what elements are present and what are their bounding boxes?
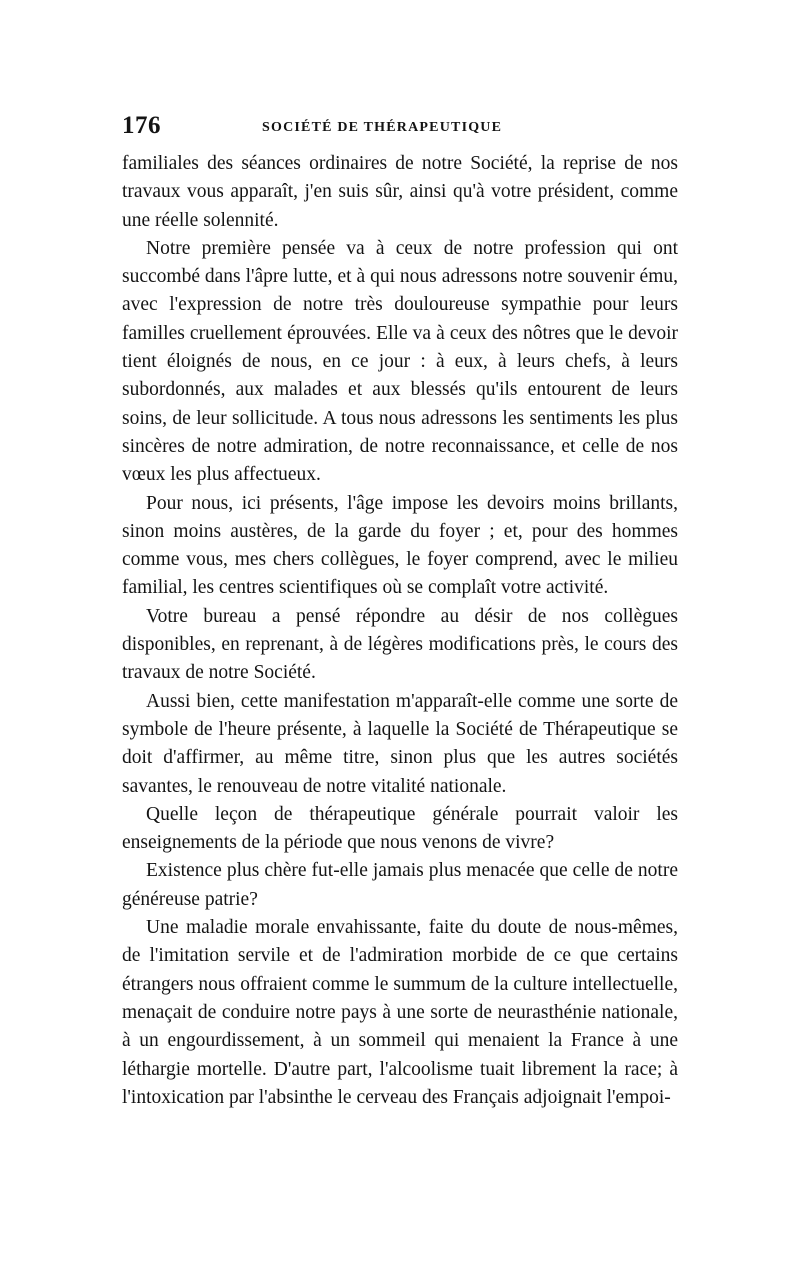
page-header bbox=[122, 112, 678, 142]
running-title: SOCIÉTÉ DE THÉRAPEUTIQUE bbox=[262, 120, 503, 135]
body-text bbox=[122, 150, 678, 1112]
page-number: 176 bbox=[122, 112, 161, 139]
paragraph: Quelle leçon de thérapeutique générale pourrait valoir les enseignements de la période que nous venons de vivre? bbox=[122, 803, 678, 854]
paragraph: Votre bureau a pensé répondre au désir de nos collègues disponibles, en reprenant, à de légères modifications près, le cours des travaux de notre Société. bbox=[122, 605, 678, 684]
paragraph: Existence plus chère fut-elle jamais plus menacée que celle de notre généreuse patrie? bbox=[122, 860, 678, 910]
paragraph: Pour nous, ici présents, l'âge impose les devoirs moins brillants, sinon moins austères, de la garde du foyer ; et, pour des hommes comme vous, mes chers collègues, le foyer comprend, avec le milieu familial, les centres scientifiques où se complaît votre activité. bbox=[122, 492, 678, 599]
paragraph: Notre première pensée va à ceux de notre profession qui ont succombé dans l'âpre lutte, et à qui nous adressons notre souvenir ému, avec l'expression de notre très douloureuse sympathie pour leurs familles cruellement éprouvées. Elle va à ceux des nôtres que le devoir tient éloignés de nous, en ce jour : à eux, à leurs chefs, à leurs subordonnés, aux malades et aux blessés qu'ils entourent de leurs soins, de leur sollicitude. A tous nous adressons les sentiments les plus sincères de notre admiration, de notre reconnaissance, et celle de nos vœux les plus affectueux. bbox=[122, 237, 678, 486]
paragraph: Une maladie morale envahissante, faite du doute de nous-mêmes, de l'imitation servile et de l'admiration morbide de ce que certains étrangers nous offraient comme le summum de la culture intellectuelle, menaçait de conduire notre pays à une sorte de neurasthénie nationale, à un engourdissement, à un sommeil qui menaient la France à une léthargie mortelle. D'autre part, l'alcoolisme tuait librement la race; à l'intoxication par l'absinthe le cerveau des Français adjoignait l'empoi- bbox=[122, 917, 678, 1108]
paragraph-continuation: familiales des séances ordinaires de notre Société, la reprise de nos travaux vous apparaît, j'en suis sûr, ainsi qu'à votre président, comme une réelle solennité. bbox=[122, 153, 678, 231]
paragraph: Aussi bien, cette manifestation m'apparaît-elle comme une sorte de symbole de l'heure présente, à laquelle la Société de Thérapeutique se doit d'affirmer, au même titre, sinon plus que les autres sociétés savantes, le renouveau de notre vitalité nationale. bbox=[122, 690, 678, 797]
